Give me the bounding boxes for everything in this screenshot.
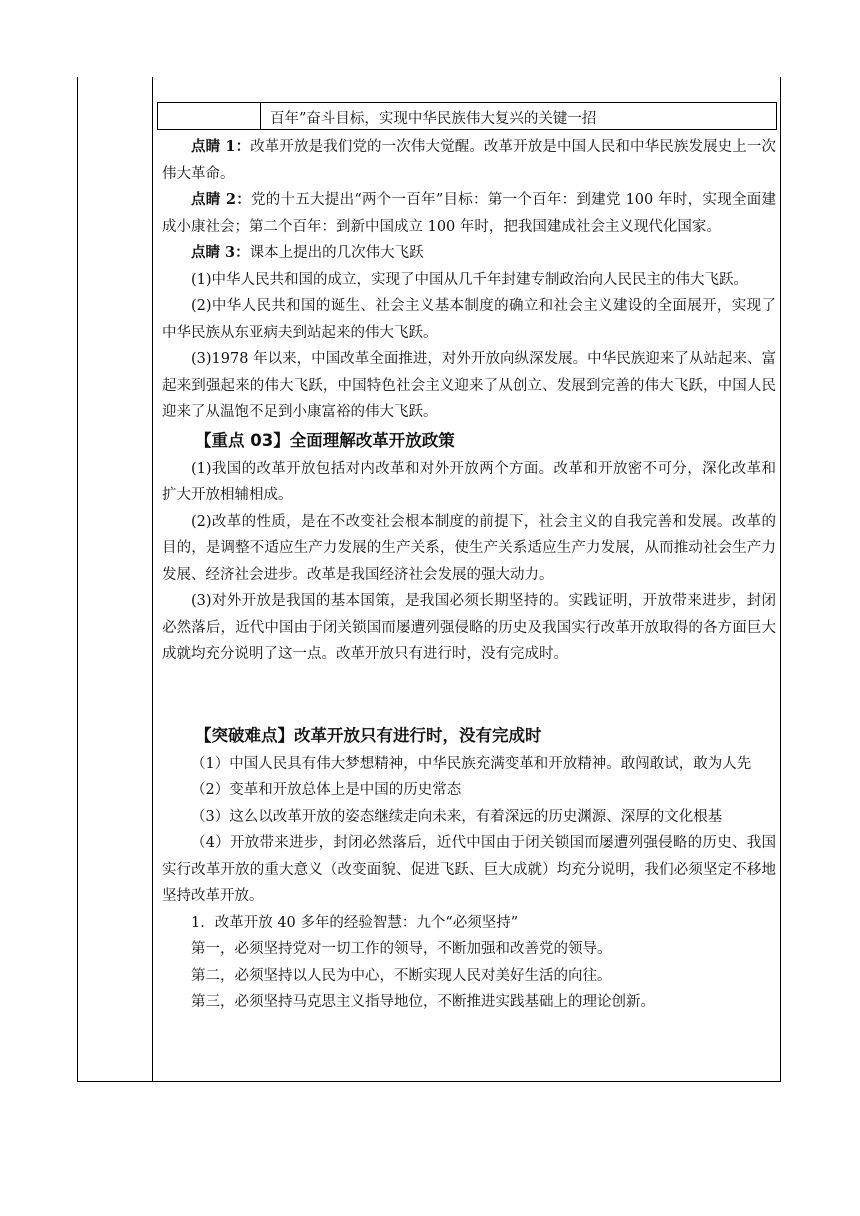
breakthrough-item: （1）中国人民具有伟大梦想精神，中华民族充满变革和开放精神。敢闯敢试，敢为人先 (191, 755, 752, 772)
experience-title: 1．改革开放 40 多年的经验智慧：九个“必须坚持” (191, 914, 519, 931)
content-body (162, 134, 776, 1016)
leap-item: (3)1978 年以来，中国改革全面推进，对外开放向纵深发展。中华民族迎来了从站起来、富起来到强起来的伟大飞跃，中国特色社会主义迎来了从创立、发展到完善的伟大飞跃，中国人民迎来了从温饱不足到小康富裕的伟大飞跃。 (162, 351, 776, 420)
leap-item: (2)中华人民共和国的诞生、社会主义基本制度的确立和社会主义建设的全面展开，实现了中华民族从东亚病夫到站起来的伟大飞跃。 (162, 298, 776, 341)
point-3: 点睛 3：课本上提出的几次伟大飞跃 (191, 244, 424, 261)
experience-item: 第一，必须坚持党对一切工作的领导，不断加强和改善党的领导。 (191, 941, 612, 957)
key03-item: (1)我国的改革开放包括对内改革和对外开放两个方面。改革和开放密不可分，深化改革和扩大开放相辅相成。 (162, 460, 776, 503)
point-2: 点睛 2：党的十五大提出“两个一百年”目标：第一个百年：到建党 100 年时，实现全面建成小康社会；第二个百年：到新中国成立 100 年时，把我国建成社会主义现代化国家。 (162, 191, 776, 235)
breakthrough-item: （3）这么以改革开放的姿态继续走向未来，有着深远的历史渊源、深厚的文化根基 (191, 808, 723, 825)
spacer (162, 668, 776, 721)
key03-item: (3)对外开放是我国的基本国策，是我国必须长期坚持的。实践证明，开放带来进步，封闭必然落后，近代中国由于闭关锁国而屡遭列强侵略的历史及我国实行改革开放取得的各方面巨大成就均充分说明了这一点。改革开放只有进行时，没有完成时。 (162, 593, 776, 662)
key03-heading: 【重点 03】全面理解改革开放政策 (195, 430, 455, 450)
breakthrough-item: （2）变革和开放总体上是中国的历史常态 (191, 782, 462, 798)
point-1: 点睛 1：改革开放是我们党的一次伟大觉醒。改革开放是中国人民和中华民族发展史上一次伟大革命。 (162, 138, 776, 182)
inner-table-row (157, 102, 777, 130)
leap-item: (1)中华人民共和国的成立，实现了中国从几千年封建专制政治向人民民主的伟大飞跃。 (191, 271, 749, 288)
experience-item: 第三，必须坚持马克思主义指导地位，不断推进实践基础上的理论创新。 (191, 994, 655, 1010)
breakthrough-heading: 【突破难点】改革开放只有进行时，没有完成时 (195, 725, 542, 745)
breakthrough-item: （4）开放带来进步，封闭必然落后，近代中国由于闭关锁国而屡遭列强侵略的历史、我国实行改革开放的重大意义（改变面貌、促进飞跃、巨大成就）均充分说明，我们必须坚定不移地坚持改革开放。 (162, 835, 776, 904)
key03-item: (2)改革的性质，是在不改变社会根本制度的前提下，社会主义的自我完善和发展。改革的目的，是调整不适应生产力发展的生产关系，使生产关系适应生产力发展，从而推动社会生产力发展、经济社会进步。改革是我国经济社会发展的强大动力。 (162, 513, 776, 583)
inner-table-right-cell: 百年”奋斗目标，实现中华民族伟大复兴的关键一招 (270, 111, 597, 127)
inner-table-left-cell (158, 103, 261, 129)
experience-item: 第二，必须坚持以人民为中心，不断实现人民对美好生活的向往。 (191, 967, 612, 984)
column-divider (152, 77, 153, 1081)
